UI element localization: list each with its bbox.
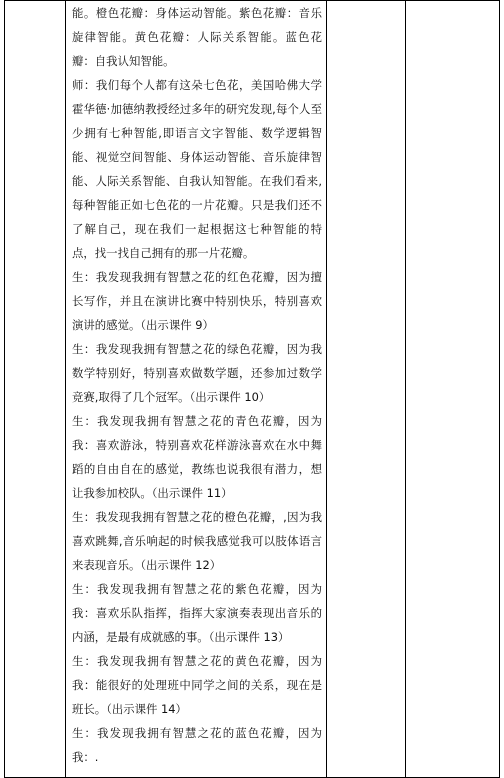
paragraph: 生：我发现我拥有智慧之花的青色花瓣，因为我：喜欢游泳，特别喜欢花样游泳喜欢在水中舞蹈的自由自在的感觉，教练也说我很有潜力，想让我参加校队。（出示课件 11） <box>72 414 322 500</box>
table-row <box>5 1 500 778</box>
paragraph: 生：我发现我拥有智慧之花的黄色花瓣，因为我：能很好的处理班中同学之间的关系，现在是班长。（出示课件 14） <box>72 654 322 716</box>
paragraph: 生：我发现我拥有智慧之花的绿色花瓣，因为我数学特别好，特别喜欢做数学题，还参加过数学竞赛,取得了几个冠军。（出示课件 10） <box>72 342 322 404</box>
paragraph: 生：我发现我拥有智慧之花的红色花瓣，因为擅长写作，并且在演讲比赛中特别快乐，特别喜欢演讲的感觉。（出示课件 9） <box>72 270 322 332</box>
notes-cell <box>327 1 406 778</box>
lesson-plan-table <box>4 0 500 778</box>
paragraph: 生：我发现我拥有智慧之花的紫色花瓣，因为我：喜欢乐队指挥，指挥大家演奏表现出音乐的内涵，是最有成就感的事。（出示课件 13） <box>72 582 322 644</box>
content-cell <box>66 1 327 778</box>
paragraph: 师：我们每个人都有这朵七色花，美国哈佛大学霍华德·加德纳教授经过多年的研究发现,每个人至少拥有七种智能,即语言文字智能、数学逻辑智能、视觉空间智能、身体运动智能、音乐旋律智能、人际关系智能、自我认知智能。在我们看来,每种智能正如七色花的一片花瓣。只是我们还不了解自己，现在我们一起根据这七种智能的特点，找一找自己拥有的那一片花瓣。 <box>72 78 322 260</box>
lesson-content <box>66 1 326 769</box>
paragraph: 生：我发现我拥有智慧之花的橙色花瓣，,因为我喜欢跳舞,音乐响起的时候我感觉我可以肢体语言来表现音乐。（出示课件 12） <box>72 510 322 572</box>
paragraph: 能。橙色花瓣：身体运动智能。紫色花瓣：音乐旋律智能。黄色花瓣：人际关系智能。蓝色花瓣：自我认知智能。 <box>72 6 322 68</box>
paragraph: 生：我发现我拥有智慧之花的蓝色花瓣，因为我：. <box>72 726 322 764</box>
right-margin-cell <box>406 1 500 778</box>
left-margin-cell <box>5 1 66 778</box>
